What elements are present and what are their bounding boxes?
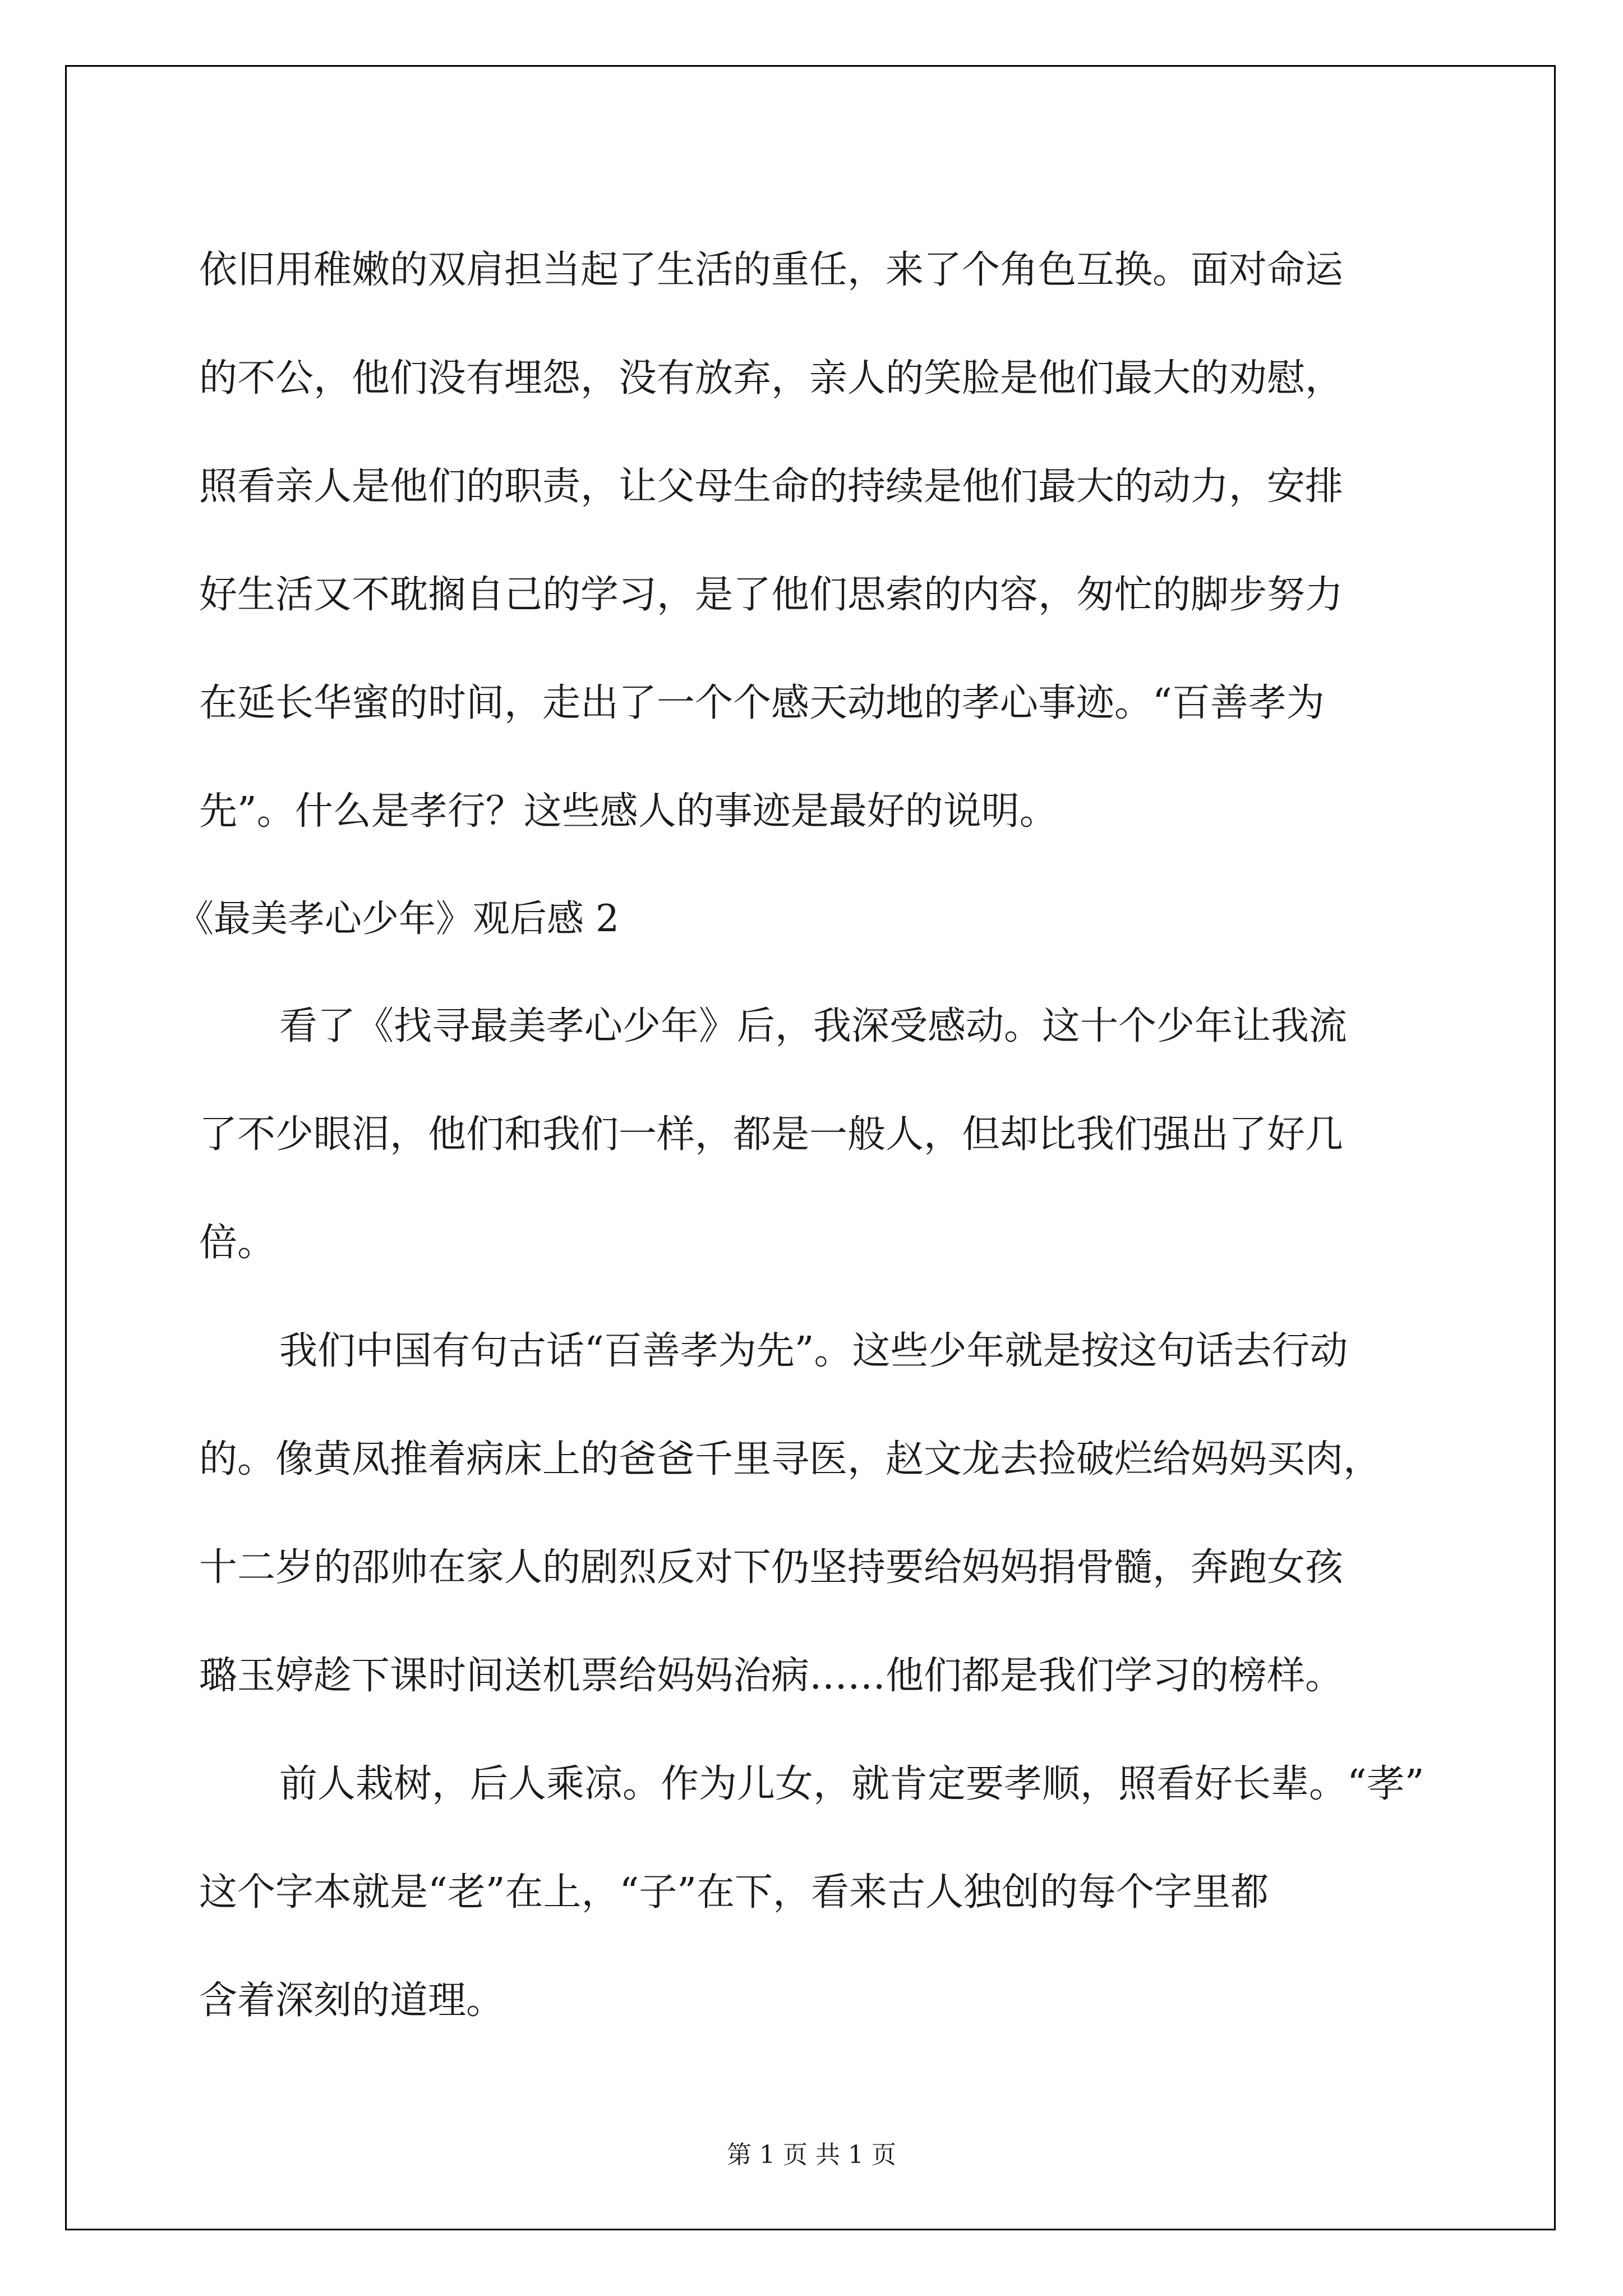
text-line: 含着深刻的道理。	[199, 1978, 505, 2023]
paragraph-3	[199, 1297, 1433, 1730]
document-body	[177, 216, 1433, 2055]
paragraph-2	[199, 972, 1433, 1297]
text-line: 先”。什么是孝行？这些感人的事迹是最好的说明。	[199, 789, 1058, 834]
text-line: 了不少眼泪，他们和我们一样，都是一般人，但却比我们强出了好几	[199, 1112, 1344, 1157]
text-line: 的不公，他们没有埋怨，没有放弃，亲人的笑脸是他们最大的劝慰，	[199, 356, 1344, 401]
text-line: 依旧用稚嫩的双肩担当起了生活的重任，来了个角色互换。面对命运	[199, 248, 1344, 292]
text-line: 璐玉婷趁下课时间送机票给妈妈治病……他们都是我们学习的榜样。	[199, 1654, 1344, 1698]
text-line: 这个字本就是“老”在上，“子”在下，看来古人独创的每个字里都	[199, 1870, 1269, 1915]
text-line: 看了《找寻最美孝心少年》后，我深受感动。这十个少年让我流	[279, 1004, 1348, 1048]
text-line: 倍。	[199, 1221, 276, 1265]
text-line: 好生活又不耽搁自己的学习，是了他们思索的内容，匆忙的脚步努力	[199, 573, 1344, 617]
text-line: 在延长华蜜的时间，走出了一个个感天动地的孝心事迹。“百善孝为	[199, 681, 1325, 725]
page-footer: 第 1 页 共 1 页	[727, 2141, 896, 2169]
paragraph-4	[199, 1730, 1433, 2055]
paragraph-1	[199, 216, 1433, 866]
text-line: 前人栽树，后人乘凉。作为儿女，就肯定要孝顺，照看好长辈。“孝”	[279, 1762, 1424, 1806]
text-line: 我们中国有句古话“百善孝为先”。这些少年就是按这句话去行动	[279, 1329, 1348, 1373]
section-heading: 《最美孝心少年》观后感 2	[177, 897, 619, 940]
text-line: 的。像黄凤推着病床上的爸爸千里寻医，赵文龙去捡破烂给妈妈买肉，	[199, 1437, 1382, 1481]
text-line: 十二岁的邵帅在家人的剧烈反对下仍坚持要给妈妈捐骨髓，奔跑女孩	[199, 1545, 1344, 1590]
text-line: 照看亲人是他们的职责，让父母生命的持续是他们最大的动力，安排	[199, 464, 1344, 509]
